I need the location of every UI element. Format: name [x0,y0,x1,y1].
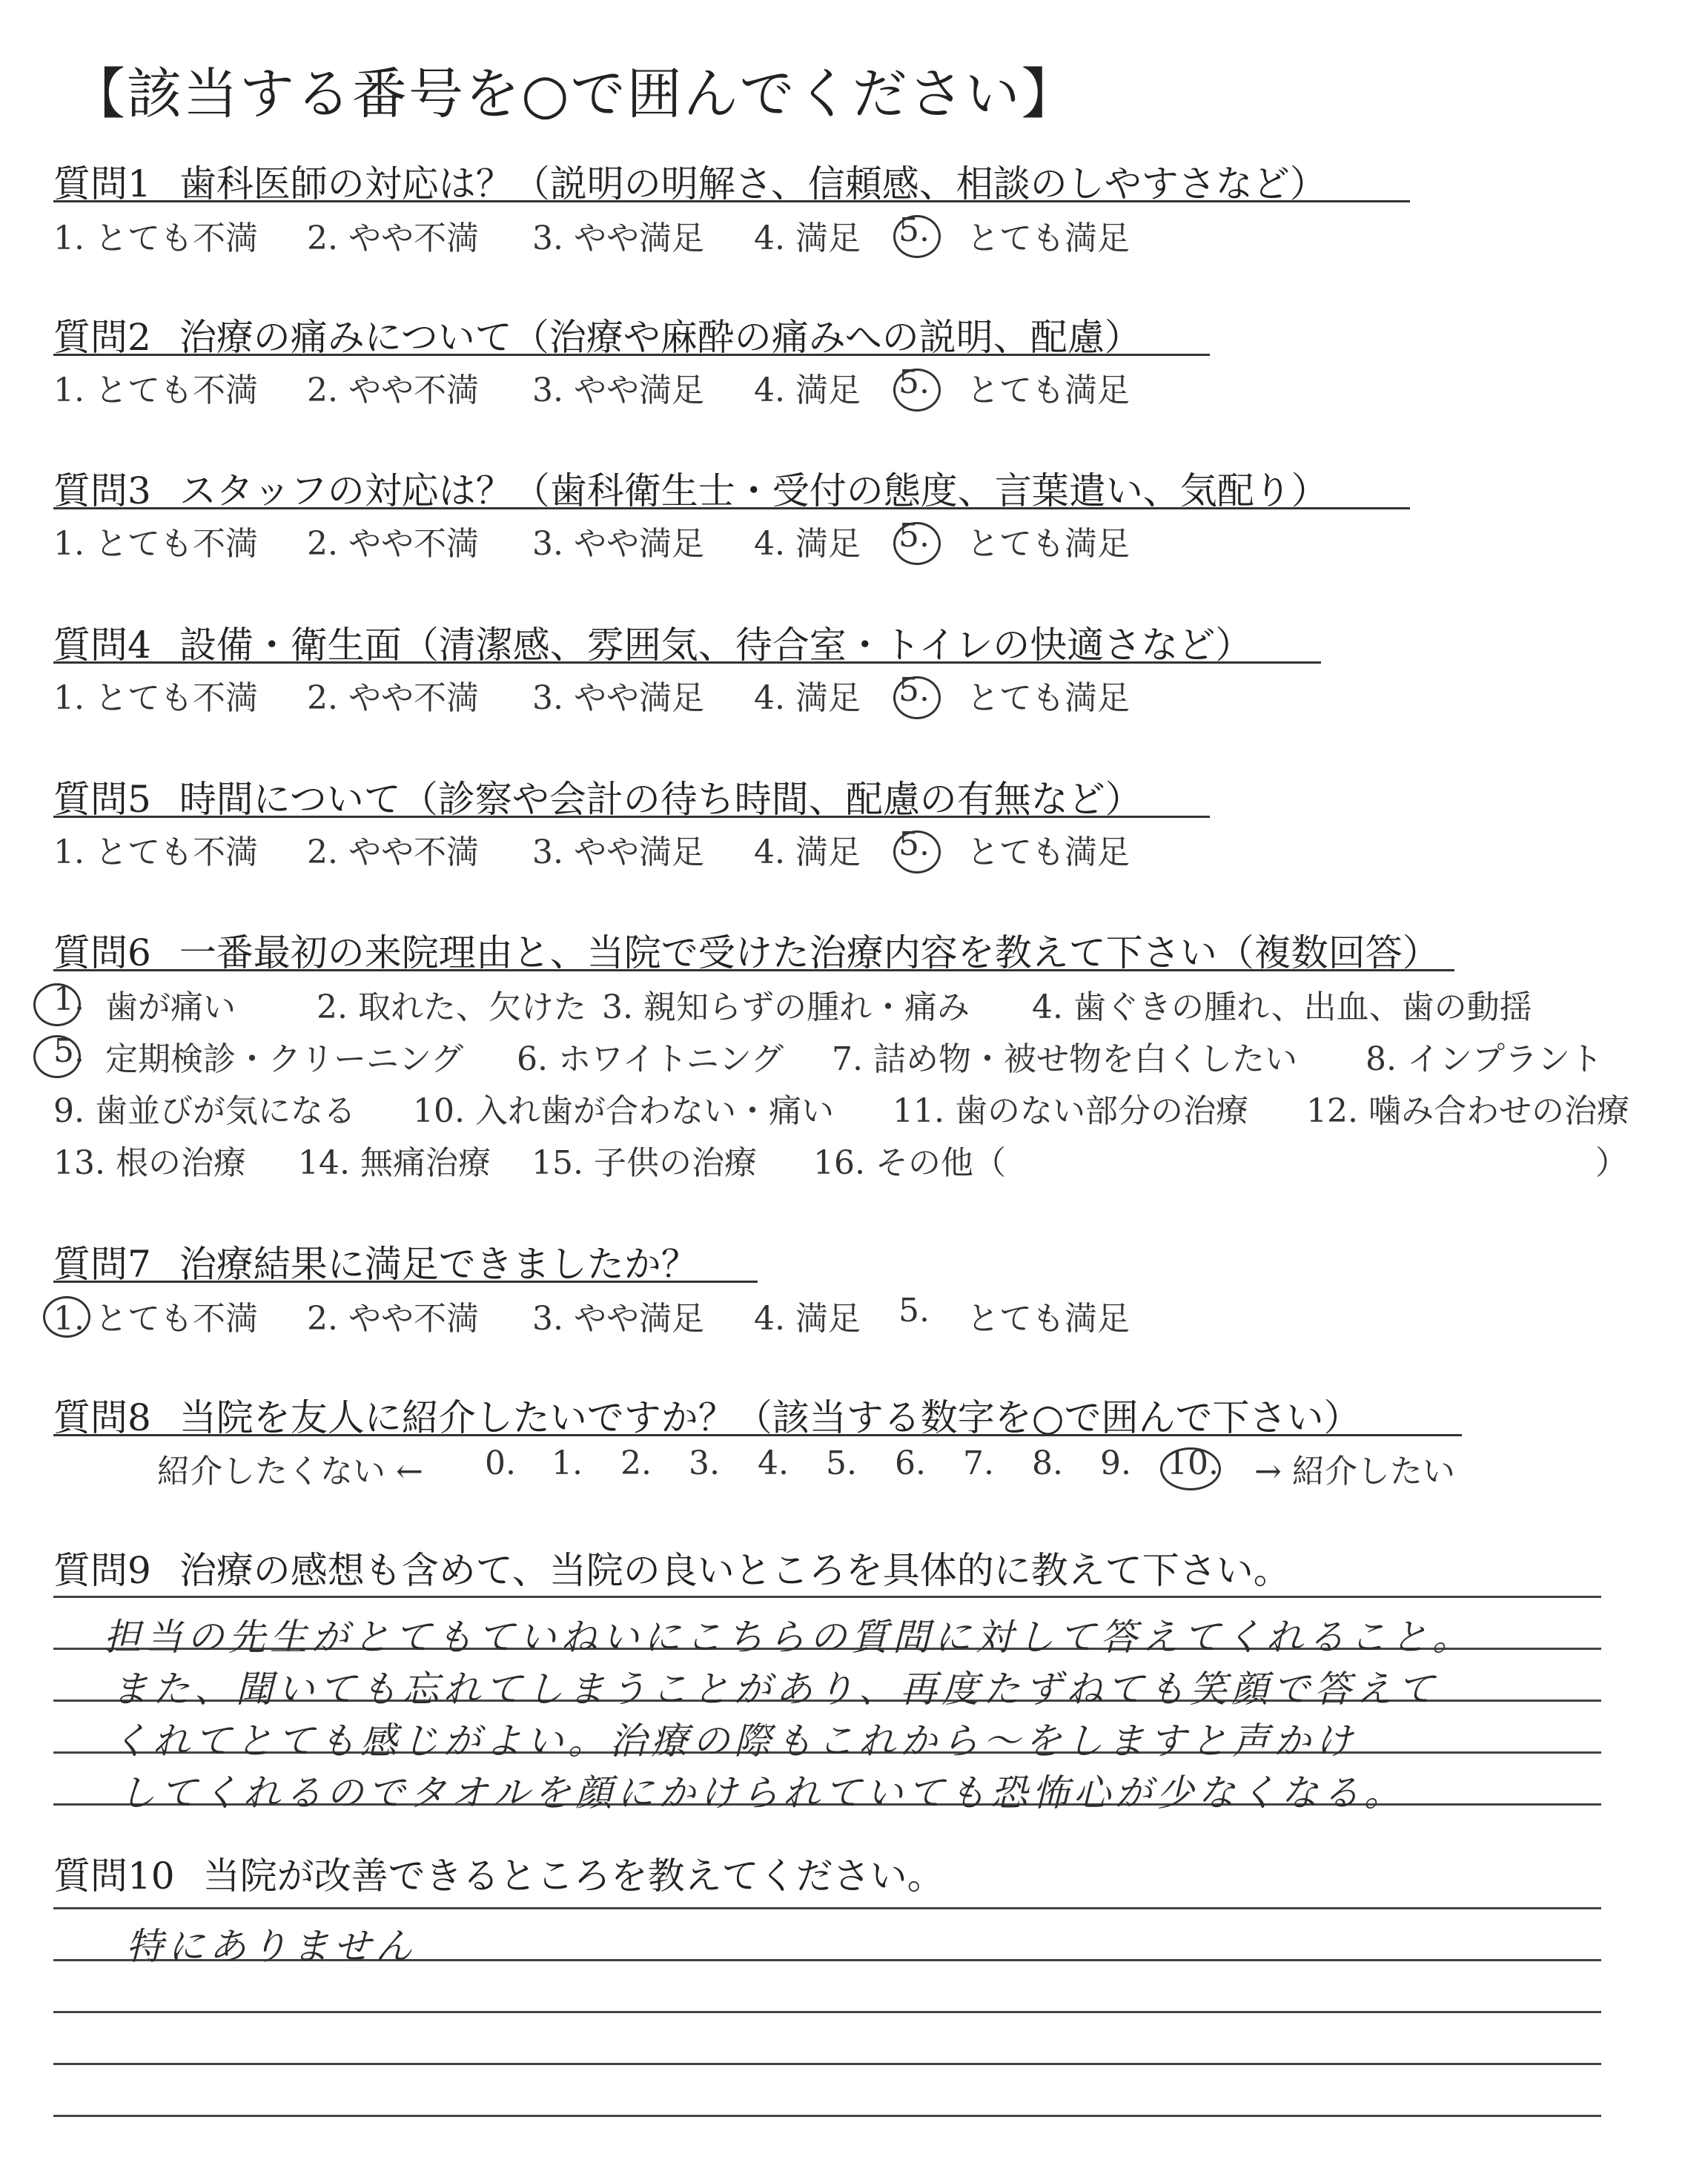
option-3[interactable]: 3. 親知らずの腫れ・痛み [602,988,970,1026]
option-2[interactable]: 2. やや不満 [307,371,479,409]
question-2-text: 治療の痛みについて（治療や麻酔の痛みへの説明、配慮） [179,316,1142,359]
question-3-underline [53,507,1410,509]
question-4-underline [53,661,1321,664]
scale-left-label: 紹介したくない ← [157,1453,423,1490]
option-5[interactable]: とても満足 [967,1300,1130,1338]
option-2[interactable]: 2. やや不満 [307,679,479,717]
answer-line [53,2115,1601,2117]
option-6[interactable]: 6. ホワイトニング [517,1040,784,1078]
option-4[interactable]: 4. 満足 [754,219,861,257]
option-3[interactable]: 3. やや満足 [532,525,704,563]
page-title: 【該当する番号を○で囲んでください】 [70,62,1078,126]
answer-line [53,1907,1601,1909]
question-7-label: 質問7 [53,1243,151,1286]
question-4-text: 設備・衛生面（清潔感、雰囲気、待合室・トイレの快適さなど） [179,624,1253,667]
option-2[interactable]: 2. 取れた、欠けた [317,988,586,1026]
selected-circle-q7 [43,1296,90,1338]
option-11[interactable]: 11. 歯のない部分の治療 [893,1092,1248,1130]
option-5[interactable]: とても満足 [967,219,1130,257]
option-5-number[interactable]: 5. [898,825,930,863]
option-1[interactable]: 1. とても不満 [53,833,258,871]
option-2[interactable]: 2. やや不満 [307,525,479,563]
scale-3[interactable]: 3. [689,1444,720,1482]
selected-circle-q1 [893,215,941,258]
question-1-underline [53,200,1410,202]
option-5-number[interactable]: 5. [898,1292,930,1330]
question-3-text: スタッフの対応は？（歯科衛生士・受付の態度、言葉遣い、気配り） [179,469,1328,512]
option-8[interactable]: 8. インプラント [1366,1040,1603,1078]
question-3-label: 質問3 [53,469,151,512]
option-5-number[interactable]: 5. [898,517,930,555]
answer-9-line-3: くれてとても感じがよい。治療の際もこれから～をしますと声かけ [111,1720,1357,1763]
option-3[interactable]: 3. やや満足 [532,1300,704,1338]
option-16[interactable]: 16. その他（ [813,1144,1006,1182]
question-6-row-3 [53,1084,1655,1129]
option-5-number[interactable]: 5. [53,1032,85,1070]
answer-10-text: 特にありません [126,1925,417,1968]
question-6-label: 質問6 [53,931,151,974]
option-12[interactable]: 12. 噛み合わせの治療 [1306,1092,1629,1130]
question-10-label: 質問10 [53,1855,175,1898]
option-16-close-paren: ） [1595,1144,1628,1182]
scale-1[interactable]: 1. [552,1444,583,1482]
option-1-number[interactable]: 1. [53,980,85,1018]
selected-circle-q3 [893,522,941,565]
option-3[interactable]: 3. やや満足 [532,219,704,257]
scale-5[interactable]: 5. [826,1444,857,1482]
selected-circle-q6-1 [33,983,81,1026]
scale-7[interactable]: 7. [963,1444,994,1482]
option-10[interactable]: 10. 入れ歯が合わない・痛い [413,1092,834,1130]
answer-9-line-1: 担当の先生がとてもていねいにこちらの質問に対して答えてくれること。 [104,1616,1474,1659]
option-1[interactable]: 1. とても不満 [53,525,258,563]
question-6-row-1 [53,980,1655,1025]
option-5[interactable]: とても満足 [967,525,1130,563]
question-8-scale [53,1444,1536,1489]
option-5-label[interactable]: 定期検診・クリーニング [105,1040,464,1078]
question-6-text: 一番最初の来院理由と、当院で受けた治療内容を教えて下さい（複数回答） [179,931,1440,974]
option-5[interactable]: とても満足 [967,679,1130,717]
question-4-options [53,671,1239,716]
scale-8[interactable]: 8. [1032,1444,1063,1482]
option-13[interactable]: 13. 根の治療 [53,1144,246,1182]
option-5-number[interactable]: 5. [898,363,930,401]
option-1[interactable]: 1. とても不満 [53,371,258,409]
option-4[interactable]: 4. 満足 [754,525,861,563]
question-10-heading [53,1846,944,1900]
option-5[interactable]: とても満足 [967,833,1130,871]
option-4[interactable]: 4. 満足 [754,371,861,409]
question-5-options [53,825,1239,870]
question-1-options [53,211,1239,256]
option-14[interactable]: 14. 無痛治療 [298,1144,491,1182]
option-3[interactable]: 3. やや満足 [532,679,704,717]
option-5-number[interactable]: 5. [898,671,930,709]
question-6-underline [53,969,1454,971]
question-4-label: 質問4 [53,624,151,667]
scale-4[interactable]: 4. [758,1444,789,1482]
option-3[interactable]: 3. やや満足 [532,833,704,871]
scale-6[interactable]: 6. [895,1444,926,1482]
option-4[interactable]: 4. 満足 [754,679,861,717]
option-1[interactable]: 1. とても不満 [53,679,258,717]
question-9-text: 治療の感想も含めて、当院の良いところを具体的に教えて下さい。 [179,1549,1291,1592]
question-7-underline [53,1281,758,1283]
question-9-heading [53,1541,1291,1594]
selected-circle-q5 [893,830,941,873]
option-2[interactable]: 2. やや不満 [307,1300,479,1338]
option-4[interactable]: 4. 満足 [754,833,861,871]
selected-circle-q2 [893,369,941,412]
scale-2[interactable]: 2. [620,1444,652,1482]
option-3[interactable]: 3. やや満足 [532,371,704,409]
question-2-options [53,363,1239,408]
question-6-row-2 [53,1032,1655,1077]
selected-circle-q4 [893,676,941,719]
question-9-label: 質問9 [53,1549,151,1592]
question-8-underline [53,1434,1462,1436]
option-1-label[interactable]: 歯が痛い [105,988,236,1026]
question-7-text: 治療結果に満足できましたか？ [179,1243,698,1286]
selected-circle-q6-5 [33,1035,81,1078]
question-1-label: 質問1 [53,162,151,205]
option-9[interactable]: 9. 歯並びが気になる [53,1092,356,1130]
option-5-number[interactable]: 5. [898,211,930,249]
question-1-text: 歯科医師の対応は？（説明の明解さ、信頼感、相談のしやすさなど） [179,162,1327,205]
option-1[interactable]: 1. とても不満 [53,1300,258,1338]
option-5[interactable]: とても満足 [967,371,1130,409]
option-1[interactable]: 1. とても不満 [53,219,258,257]
option-2[interactable]: 2. やや不満 [307,833,479,871]
question-3-options [53,517,1239,561]
option-4[interactable]: 4. 満足 [754,1300,861,1338]
scale-10[interactable]: 10. [1167,1444,1219,1482]
answer-9-line-2: また、聞いても忘れてしまうことがあり、再度たずねても笑顔で答えて [111,1668,1439,1711]
option-7[interactable]: 7. 詰め物・被せ物を白くしたい [832,1040,1297,1078]
answer-line [53,2063,1601,2065]
question-5-text: 時間について（診察や会計の待ち時間、配慮の有無など） [179,778,1142,821]
scale-0[interactable]: 0. [485,1444,516,1482]
selected-circle-q8 [1160,1447,1221,1490]
question-8-label: 質問8 [53,1396,151,1439]
question-6-row-4 [53,1136,1655,1180]
scale-9[interactable]: 9. [1100,1444,1131,1482]
question-2-label: 質問2 [53,316,151,359]
scale-right-label: → 紹介したい [1254,1453,1455,1490]
question-10-text: 当院が改善できるところを教えてください。 [202,1855,944,1898]
answer-line [53,2011,1601,2013]
option-15[interactable]: 15. 子供の治療 [532,1144,757,1182]
option-4[interactable]: 4. 歯ぐきの腫れ、出血、歯の動揺 [1032,988,1532,1026]
answer-line [53,1596,1601,1598]
answer-9-line-4: してくれるのでタオルを顔にかけられていても恐怖心が少なくなる。 [119,1771,1406,1814]
question-5-underline [53,816,1210,818]
question-5-label: 質問5 [53,778,151,821]
question-7-options [53,1292,1239,1336]
option-2[interactable]: 2. やや不満 [307,219,479,257]
question-2-underline [53,354,1210,356]
question-8-text: 当院を友人に紹介したいですか？（該当する数字を○で囲んで下さい） [179,1396,1361,1439]
